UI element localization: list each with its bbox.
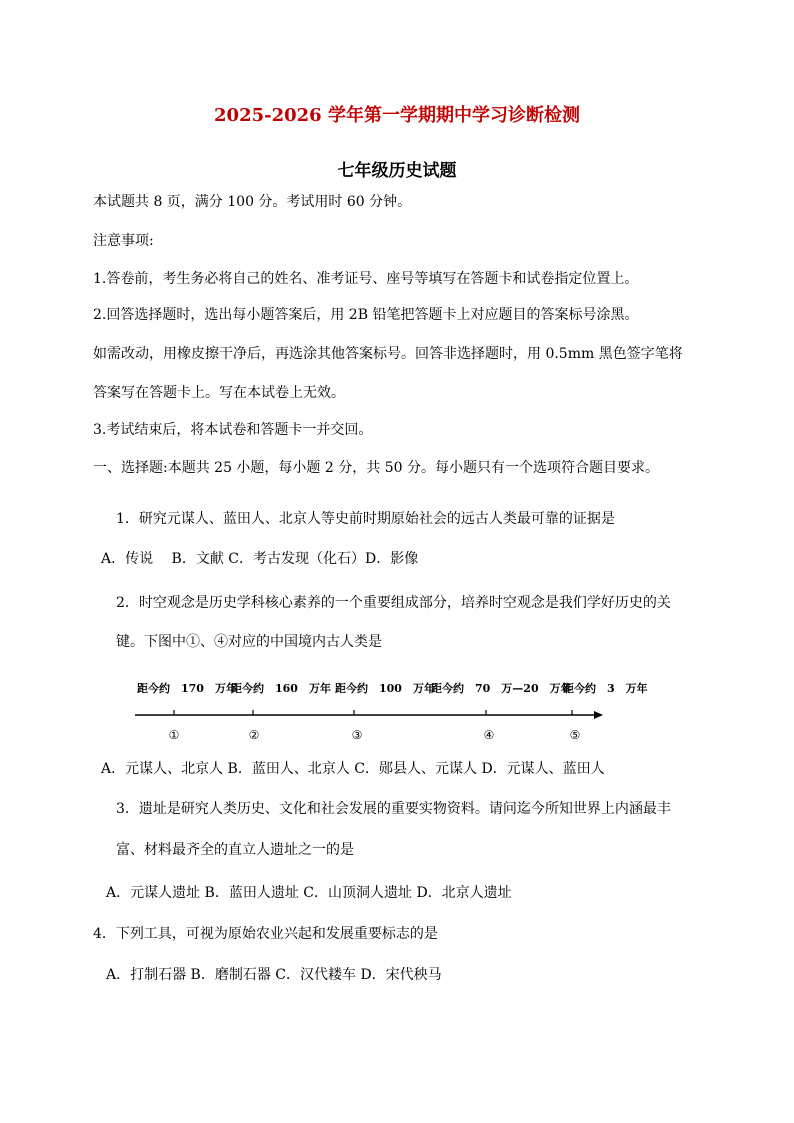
exam-subtitle: 七年级历史试题 [337,161,457,181]
notice-item-2-line-1: 2.回答选择题时，选出每小题答案后，用 2B 铅笔把答题卡上对应题目的答案标号涂黑。 [93,307,639,323]
notice-heading: 注意事项: [93,233,154,249]
exam-info: 本试题共 8 页，满分 100 分。考试用时 60 分钟。 [93,194,412,210]
timeline-marker-3: ③ [351,728,363,742]
section-heading: 一、选择题:本题共 25 小题，每小题 2 分，共 50 分。每小题只有一个选项符合题目要求。 [93,460,659,476]
timeline-marker-4: ④ [483,728,495,742]
timeline-arrowhead [594,711,603,719]
question-3-options: A．元谋人遗址 B．蓝田人遗址 C．山顶洞人遗址 D．北京人遗址 [106,885,512,901]
question-2-stem-line-1: 2．时空观念是历史学科核心素养的一个重要组成部分，培养时空观念是我们学好历史的关 [116,595,671,611]
notice-item-1: 1.答卷前，考生务必将自己的姓名、准考证号、座号等填写在答题卡和试卷指定位置上。 [93,271,639,287]
notice-item-2-line-2: 如需改动，用橡皮擦干净后，再选涂其他答案标号。回答非选择题时，用 0.5mm 黑色签字笔将 [93,346,683,362]
timeline-marker-2: ② [248,728,260,742]
question-3-stem-line-1: 3．遗址是研究人类历史、文化和社会发展的重要实物资料。请问迄今所知世界上内涵最丰 [116,801,671,817]
timeline-label-4: 距今约 70 万—20 万年 [431,682,572,695]
question-2-options: A．元谋人、北京人 B．蓝田人、北京人 C．郧县人、元谋人 D．元谋人、蓝田人 [101,761,605,777]
timeline-label-3: 距今约 100 万年 [335,682,435,695]
timeline-marker-1: ① [168,728,180,742]
notice-item-3: 3.考试结束后，将本试卷和答题卡一并交回。 [93,422,373,438]
question-1-stem: 1．研究元谋人、蓝田人、北京人等史前时期原始社会的远古人类最可靠的证据是 [116,511,615,527]
timeline-label-2: 距今约 160 万年 [231,682,331,695]
exam-title: 2025-2026 学年第一学期期中学习诊断检测 [214,105,580,126]
notice-item-2-line-3: 答案写在答题卡上。写在本试卷上无效。 [93,385,345,401]
question-1-options: A．传说 B．文献 C．考古发现（化石）D．影像 [101,551,419,567]
timeline-label-1: 距今约 170 万年 [137,682,237,695]
timeline-marker-5: ⑤ [569,728,581,742]
question-4-options: A．打制石器 B．磨制石器 C．汉代耧车 D．宋代秧马 [106,967,442,983]
question-3-stem-line-2: 富、材料最齐全的直立人遗址之一的是 [116,842,354,858]
timeline-label-5: 距今约 3 万年 [563,682,648,695]
question-2-stem-line-2: 键。下图中①、④对应的中国境内古人类是 [116,634,382,650]
question-4-stem: 4．下列工具，可视为原始农业兴起和发展重要标志的是 [93,926,438,942]
